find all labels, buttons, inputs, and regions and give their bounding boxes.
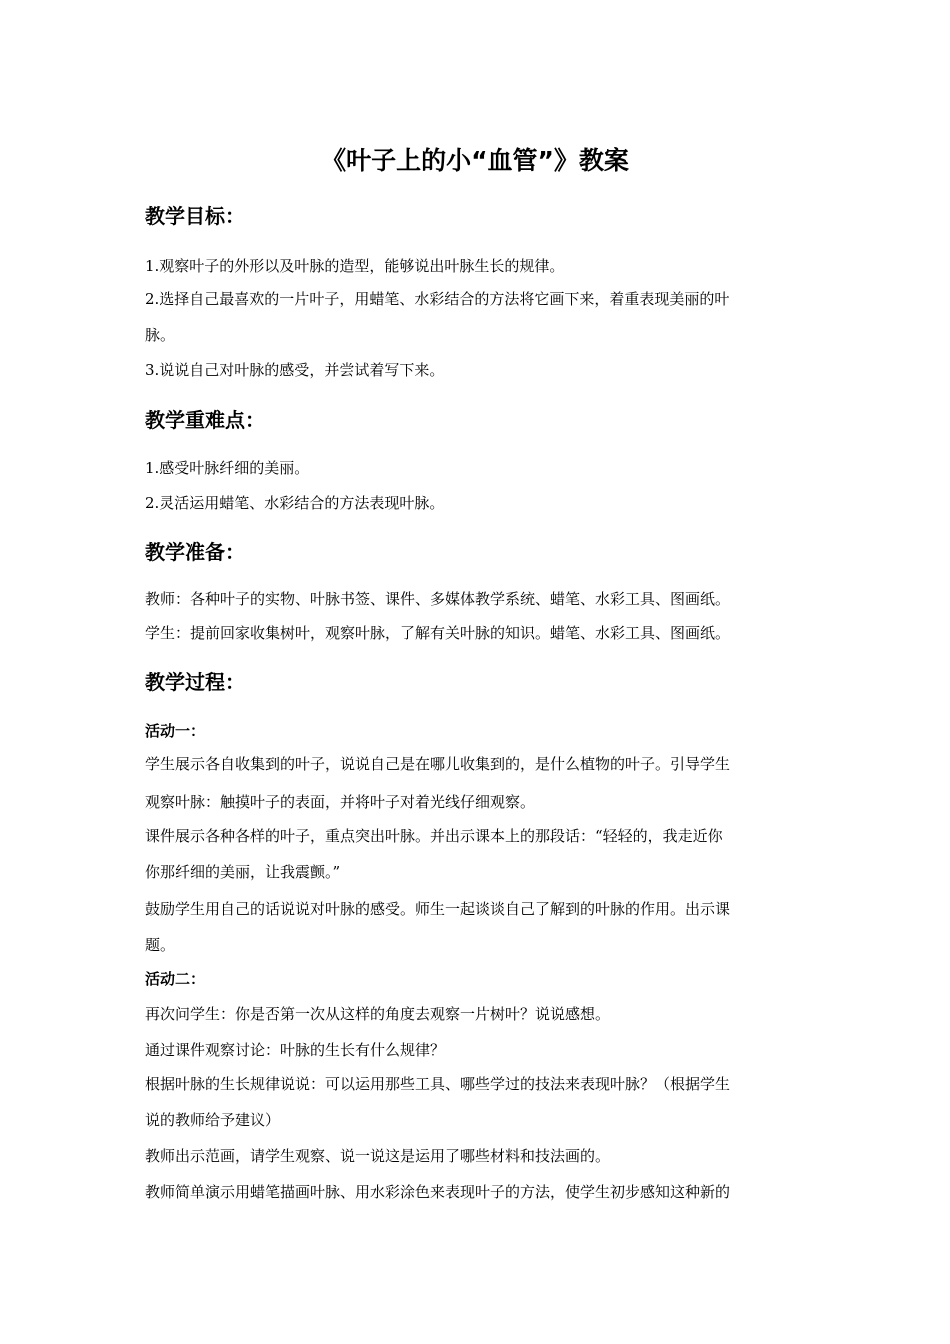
activity-2-label: 活动二： bbox=[145, 970, 206, 988]
key-point-line-2: 2.灵活运用蜡笔、水彩结合的方法表现叶脉。 bbox=[145, 494, 445, 512]
preparation-teacher: 教师：各种叶子的实物、叶脉书签、课件、多媒体教学系统、蜡笔、水彩工具、图画纸。 bbox=[145, 590, 731, 608]
heading-objectives: 教学目标： bbox=[145, 204, 245, 228]
objective-line-1: 1.观察叶子的外形以及叶脉的造型，能够说出叶脉生长的规律。 bbox=[145, 257, 565, 275]
activity-2-line-6: 教师简单演示用蜡笔描画叶脉、用水彩涂色来表现叶子的方法，使学生初步感知这种新的 bbox=[145, 1183, 731, 1201]
activity-2-line-4: 说的教师给予建议） bbox=[145, 1111, 281, 1129]
activity-2-line-2: 通过课件观察讨论：叶脉的生长有什么规律？ bbox=[145, 1041, 446, 1059]
activity-2-line-5: 教师出示范画，请学生观察、说一说这是运用了哪些材料和技法画的。 bbox=[145, 1147, 611, 1165]
heading-process: 教学过程： bbox=[145, 670, 245, 694]
activity-1-line-6: 题。 bbox=[145, 936, 176, 954]
activity-1-label: 活动一： bbox=[145, 722, 206, 740]
objective-line-2-cont: 脉。 bbox=[145, 326, 176, 344]
activity-2-line-1: 再次问学生：你是否第一次从这样的角度去观察一片树叶？说说感想。 bbox=[145, 1005, 611, 1023]
activity-1-line-2: 观察叶脉：触摸叶子的表面，并将叶子对着光线仔细观察。 bbox=[145, 793, 536, 811]
key-point-line-1: 1.感受叶脉纤细的美丽。 bbox=[145, 459, 310, 477]
preparation-student: 学生：提前回家收集树叶，观察叶脉，了解有关叶脉的知识。蜡笔、水彩工具、图画纸。 bbox=[145, 624, 731, 642]
document-title: 《叶子上的小“血管”》教案 bbox=[321, 146, 629, 175]
objective-line-3: 3.说说自己对叶脉的感受，并尝试着写下来。 bbox=[145, 361, 445, 379]
objective-line-2: 2.选择自己最喜欢的一片叶子，用蜡笔、水彩结合的方法将它画下来，着重表现美丽的叶 bbox=[145, 290, 730, 308]
activity-2-line-3: 根据叶脉的生长规律说说：可以运用那些工具、哪些学过的技法来表现叶脉？（根据学生 bbox=[145, 1075, 731, 1093]
activity-1-line-5: 鼓励学生用自己的话说说对叶脉的感受。师生一起谈谈自己了解到的叶脉的作用。出示课 bbox=[145, 900, 731, 918]
activity-1-line-4: 你那纤细的美丽，让我震颤。” bbox=[145, 863, 341, 881]
activity-1-line-3: 课件展示各种各样的叶子，重点突出叶脉。并出示课本上的那段话：“轻轻的，我走近你 bbox=[145, 827, 723, 845]
heading-preparation: 教学准备： bbox=[145, 540, 245, 564]
activity-1-line-1: 学生展示各自收集到的叶子，说说自己是在哪儿收集到的，是什么植物的叶子。引导学生 bbox=[145, 755, 731, 773]
heading-key-points: 教学重难点： bbox=[145, 408, 265, 432]
